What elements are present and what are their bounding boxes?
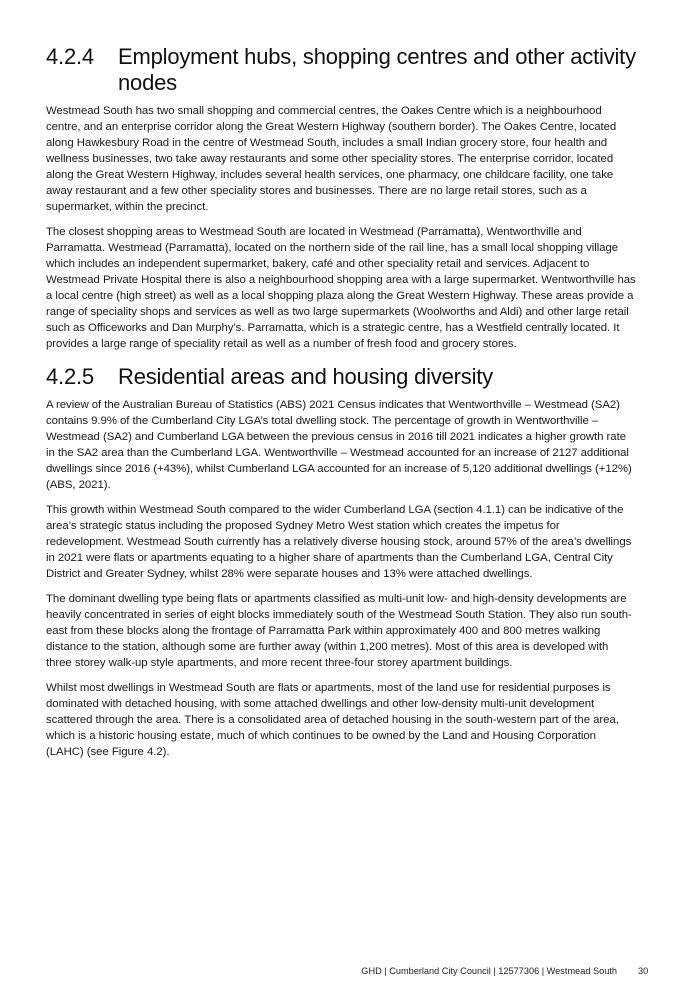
body-paragraph: Whilst most dwellings in Westmead South are flats or apartments, most of the land use for residential purposes is dominated with detached housing, with some attached dwellings and other low-density multi-unit development scattered through the area. There is a consolidated area of detached housing in the south-western part of the area, which is a historic housing estate, much of which continues to be owned by the Land and Housing Corporation (LAHC) (see Figure 4.2).	[46, 682, 619, 758]
page-number: 30	[638, 966, 649, 976]
body-paragraph: Westmead South has two small shopping and commercial centres, the Oakes Centre which is a neighbourhood centre, and an enterprise corridor along the Great Western Highway (southern border). The Oakes Centre, located along Hawkesbury Road in the centre of Westmead South, includes a small Indian grocery store, four health and wellness businesses, two take away restaurants and some other speciality stores. The enterprise corridor, located along the Great Western Highway, includes several health services, one pharmacy, one childcare facility, one take away restaurant and a few other speciality stores and businesses. There are no large retail stores, such as a supermarket, within the precinct.	[46, 105, 617, 213]
footer-text: GHD | Cumberland City Council | 12577306 | Westmead South	[361, 966, 617, 976]
section-title: Residential areas and housing diversity	[118, 364, 493, 389]
section-4-2-4	[46, 44, 636, 352]
section-title: Employment hubs, shopping centres and other activity nodes	[118, 44, 636, 95]
body-paragraph: The dominant dwelling type being flats or apartments classified as multi-unit low- and high-density developments are heavily concentrated in series of eight blocks immediately south of the Westmead South Station. They also run south-east from these blocks along the frontage of Parramatta Park within approximately 400 and 800 metres walking distance to the station, although some are further away (within 1,200 metres). Most of this area is developed with three storey walk-up style apartments, and more recent three-four storey apartment buildings.	[46, 593, 632, 669]
body-paragraph: A review of the Australian Bureau of Statistics (ABS) 2021 Census indicates that Wentworthville – Westmead (SA2) contains 9.9% of the Cumberland City LGA’s total dwelling stock. The percentage of growth in Wentworthville – Westmead (SA2) and Cumberland LGA between the previous census in 2016 till 2021 indicates a higher growth rate in the SA2 area than the Cumberland LGA. Wentworthville – Westmead accounted for an increase of 2127 additional dwellings since 2016 (+43%), whilst Cumberland LGA accounted for an increase of 5,120 additional dwellings (+12%) (ABS, 2021).	[46, 399, 632, 491]
body-paragraph: The closest shopping areas to Westmead South are located in Westmead (Parramatta), Wentworthville and Parramatta. Westmead (Parramatta), located on the northern side of the rail line, has a small local shopping village which includes an independent supermarket, bakery, café and other speciality retail and services. Adjacent to Westmead Private Hospital there is also a neighbourhood shopping area with a large supermarket. Wentworthville has a local centre (high street) as well as a local shopping plaza along the Great Western Highway. These areas provide a range of speciality shops and services as well as two large supermarkets (Woolworths and Aldi) and other large retail such as Officeworks and Dan Murphy’s. Parramatta, which is a strategic centre, has a Westfield centrally located. It provides a large range of speciality retail as well as a number of fresh food and grocery stores.	[46, 226, 636, 350]
section-number: 4.2.4	[46, 44, 94, 69]
section-4-2-5	[46, 364, 636, 760]
section-heading	[46, 44, 636, 96]
section-heading	[46, 364, 636, 390]
body-paragraph: This growth within Westmead South compared to the wider Cumberland LGA (section 4.1.1) can be indicative of the area’s strategic status including the proposed Sydney Metro West station which creates the impetus for redevelopment. Westmead South currently has a relatively diverse housing stock, around 57% of the area’s dwellings in 2021 were flats or apartments equating to a higher share of apartments than the Cumberland LGA, Central City District and Greater Sydney, whilst 28% were separate houses and 13% were attached dwellings.	[46, 504, 632, 580]
document-page	[46, 44, 636, 769]
section-number: 4.2.5	[46, 364, 94, 389]
